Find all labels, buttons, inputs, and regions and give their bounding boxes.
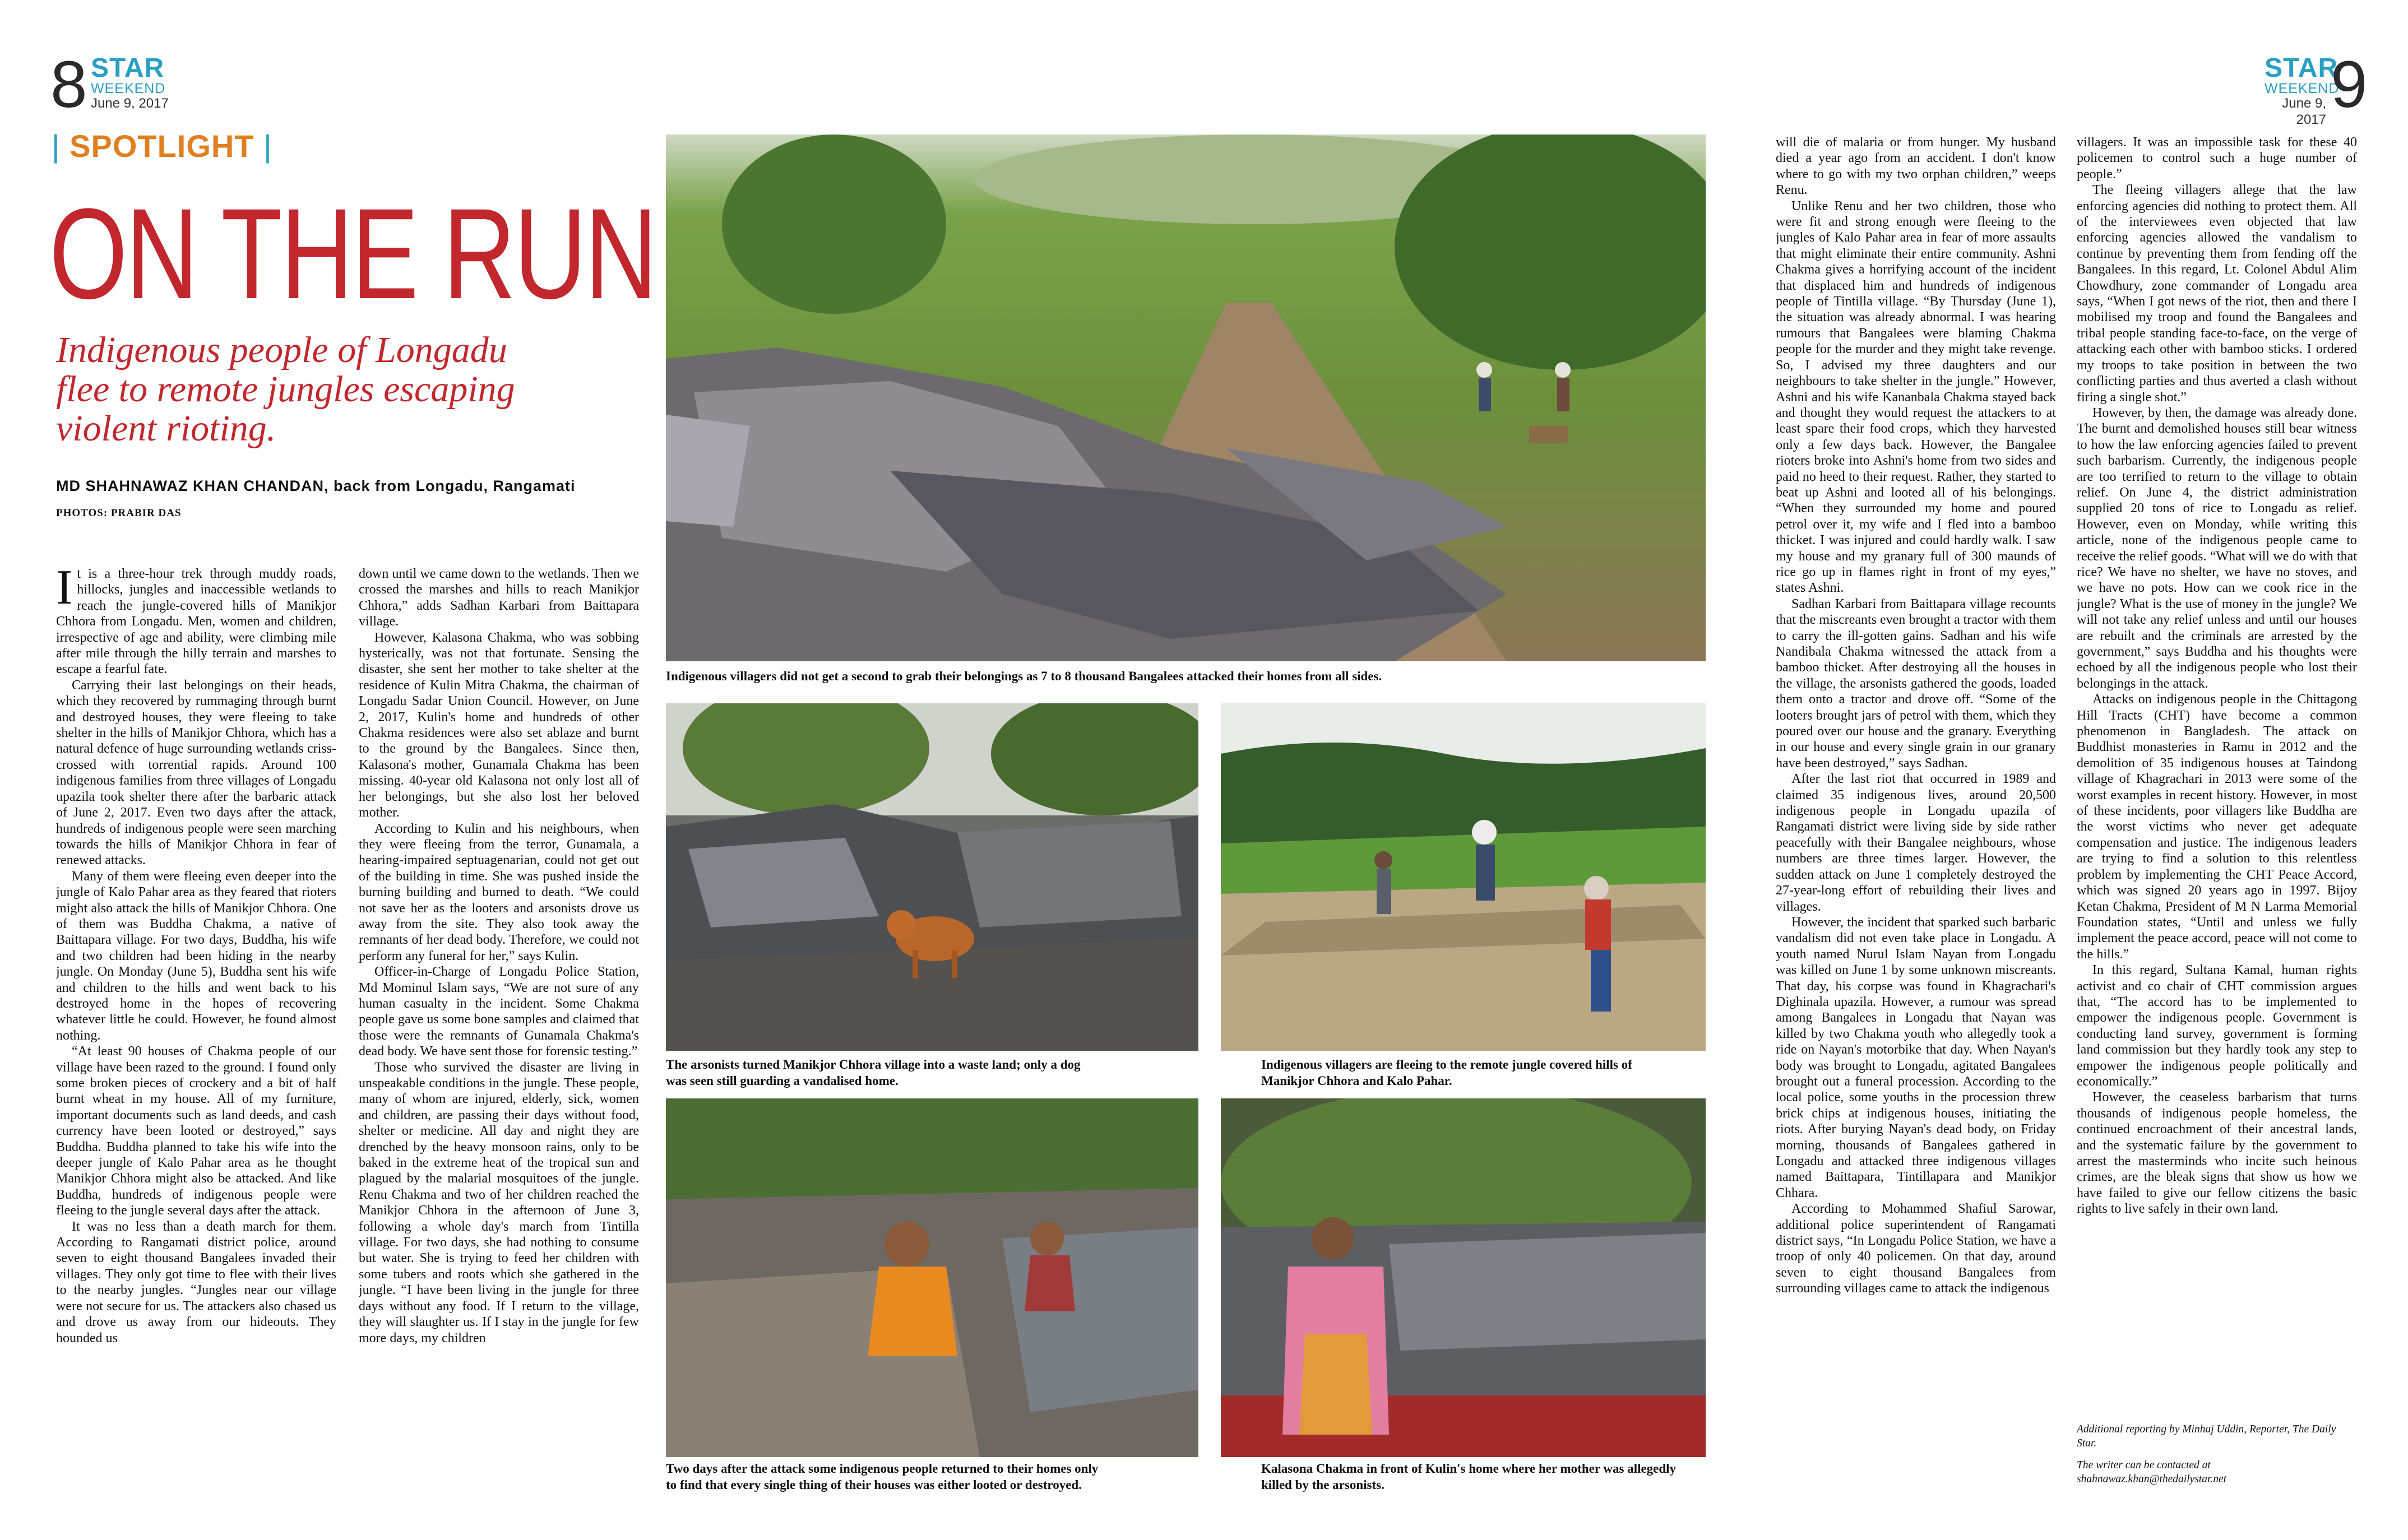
byline: MD SHAHNAWAZ KHAN CHANDAN, back from Longadu, Rangamati	[56, 477, 576, 494]
photo-caption-fleeing	[1261, 1056, 1710, 1089]
photo-caption-main: Indigenous villagers did not get a second to grab their belongings as 7 to 8 thousand Bangalees attacked their homes from all sides.	[666, 669, 1382, 683]
photo-returned-villagers-image	[666, 1098, 1198, 1457]
paragraph: Those who survived the disaster are living in unspeakable conditions in the jungle. These people, many of whom are injured, elderly, sick, women and children, are passing their days without food, shelter or medicine. All day and night they are drenched by the heavy monsoon rains, only to be baked in the extreme heat of the tropical sun and plagued by the malarial mosquitoes of the jungle. Renu Chakma and two of her children reached the Manikjor Chhora in the afternoon of June 3, following a whole day's march from Tintilla village. For two days, she had nothing to consume but water. She is trying to feed her children with some tubers and roots which she gathered in the jungle. “I have been living in the jungle for three days without any food. If I return to the village, they will slaughter us. If I stay in the jungle for few more days, my children	[359, 1060, 639, 1346]
drop-cap: I	[56, 566, 73, 615]
photo-returned-villagers	[666, 1098, 1198, 1457]
paragraph: will die of malaria or from hunger. My husband died a year ago from an accident. I don't know where to go with my two orphan children,” weeps Renu.	[1776, 135, 2056, 198]
paragraph: In this regard, Sultana Kamal, human rights activist and co chair of CHT commission argues that, “The accord has to be implemented to empower the indigenous people. Government is conducting land survey, government is forming land commission but they hardly took any step to empower the indigenous people politically and economically.”	[2077, 963, 2357, 1089]
paragraph: The fleeing villagers allege that the law enforcing agencies did nothing to protect them. All of the interviewees even objected that law enforcing agencies allowed the vandalism to continue by preventing them from fending off the Bangalees. In this regard, Lt. Colonel Abdul Alim Chowdhury, zone commander of Longadu area says, “When I got news of the riot, then and there I mobilised my troop and found the Bangalees and tribal people standing face-to-face, on the verge of attacking each other with bamboo sticks. I ordered my troops to take position in between the two conflicting parties and thus averted a clash without firing a single shot.”	[2077, 183, 2357, 405]
article-column-1	[56, 566, 336, 1491]
paragraph: It is a three-hour trek through muddy roads, hillocks, jungles and inaccessible wetlands to reach the jungle-covered hills of Manikjor Chhora from Longadu. Men, women and children, irrespective of age and ability, were climbing mile after mile through the hilly terrain and marshes to escape a fearful fate.	[56, 566, 336, 677]
paragraph: Unlike Renu and her two children, those who were fit and strong enough were fleeing to the jungles of Kalo Pahar area in fear of more assaults that might eliminate their entire community. Ashni Chakma gives a horrifying account of the incident that displaced him and hundreds of indigenous people of Tintilla village. “By Thursday (June 1), the situation was already abnormal. I was hearing rumours that Bangalees were blaming Chakma people for the murder and they might take revenge. So, I advised my three daughters and our neighbours to take shelter in the jungle.” However, Ashni and his wife Kananbala Chakma stayed back and thought they would request the attackers to at least spare their food crops, which they harvested only a few days back. However, the Bangalee rioters broke into Ashni's home from two sides and paid no heed to their request. Rather, they started to beat up Ashni and looted all of his belongings. “When they surrounded my home and poured petrol over it, my wife and I fled into a bamboo thicket. I was injured and could hardly walk. I saw my house and my granary full of 300 maunds of rice go up in flames right in front of my eyes,” states Ashni.	[1776, 198, 2056, 596]
deck	[56, 331, 645, 448]
caption-line: Kalasona Chakma in front of Kulin's home where her mother was allegedly	[1261, 1462, 1677, 1476]
deck-line: violent rioting.	[56, 408, 276, 449]
photo-fleeing-villagers-image	[1221, 703, 1706, 1051]
page-number-left: 8	[50, 48, 87, 122]
masthead-date: June 9, 2017	[91, 96, 169, 111]
page-number-right: 9	[2331, 48, 2368, 122]
photo-destroyed-village	[666, 134, 1706, 661]
paragraph: Many of them were fleeing even deeper into the jungle of Kalo Pahar area as they feared that rioters might also attack the hills of Manikjor Chhora. One of them was Buddha Chakma, a native of Baittapara village. For two days, Buddha, his wife and two children had been hiding in the nearby jungle. On Monday (June 5), Buddha sent his wife and children to the hills and went back to his destroyed home in the hopes of recovering whatever little he could. However, he found almost nothing.	[56, 869, 336, 1043]
photo-dog	[666, 703, 1198, 1051]
page-title: ON THE RUN	[49, 182, 656, 326]
paragraph: However, by then, the damage was already done. The burnt and demolished houses still bear witness to how the law enforcing agencies failed to prevent such barbarism. Currently, the indigenous people are too terrified to return to the village to obtain relief. On June 4, the district administration supplied 20 tons of rice to Longadu as relief. However, even on Monday, while writing this article, none of the indigenous people came to receive the relief goods. “What will we do with that rice? We have no shelter, we have no stoves, and we have no pots. How can we cook rice in the jungle? What is the use of money in the jungle? We will not take any relief unless and until our houses are rebuilt and the criminals are arrested by the government,” says Buddha and his thoughts were echoed by all the indigenous people who lost their belongings in the attack.	[2077, 405, 2357, 691]
deck-line: flee to remote jungles escaping	[56, 369, 515, 410]
section-label: | SPOTLIGHT |	[52, 128, 272, 164]
photo-kalasona	[1221, 1098, 1706, 1457]
paragraph: However, the ceaseless barbarism that turns thousands of indigenous people homeless, the continued encroachment of their ancestral lands, and the systematic failure by the government to arrest the masterminds who incite such heinous crimes, are the bleak signs that show us how we have failed to give our fellow citizens the basic rights to live safely in their own land.	[2077, 1090, 2357, 1217]
photo-fleeing-villagers	[1221, 703, 1706, 1051]
photo-caption-kalasona	[1261, 1460, 1710, 1493]
caption-line: killed by the arsonists.	[1261, 1478, 1384, 1492]
caption-line: to find that every single thing of their houses was either looted or destroyed.	[666, 1478, 1082, 1492]
deck-line: Indigenous people of Longadu	[56, 330, 507, 370]
masthead-star-label: STAR	[91, 53, 165, 83]
paragraph: “At least 90 houses of Chakma people of our village have been razed to the ground. I found only some broken pieces of crockery and a bit of half burnt wheat in my house. All of my furniture, important documents such as land deeds, and cash currency have been looted or destroyed,” says Buddha. Buddha planned to take his wife into the deeper jungle of Kalo Pahar area as he thought Manikjor Chhora might also be attacked. And like Buddha, hundreds of indigenous people were fleeing to the jungle several days after the attack.	[56, 1044, 336, 1218]
paragraph: villagers. It was an impossible task for these 40 policemen to control such a huge number of people.”	[2077, 135, 2357, 182]
photo-kalasona-image	[1221, 1098, 1706, 1457]
masthead-star-label: STAR	[2265, 53, 2338, 83]
photo-dog-image	[666, 703, 1198, 1051]
masthead-weekend-label: WEEKEND	[2265, 81, 2340, 96]
contact-line: The writer can be contacted at	[2077, 1459, 2211, 1471]
additional-reporting: Additional reporting by Minhaj Uddin, Reporter, The Daily Star.	[2077, 1423, 2336, 1449]
paragraph: After the last riot that occurred in 1989 and claimed 35 indigenous lives, around 20,500 indigenous people in Longadu upazila of Rangamati district were living side by side rather peacefully with their Bangalee neighbours, whose numbers are three times larger. However, the sudden attack on June 1 completely destroyed the 27-year-long effort of rebuilding their lives and villages.	[1776, 772, 2056, 914]
paragraph: According to Kulin and his neighbours, when they were fleeing from the terror, Gunamala, a hearing-impaired septuagenarian, could not get out of the building in time. She was pushed inside the burning building and burned to death. “We could not save her as the looters and arsonists drove us away from the site. They also took away the remnants of her dead body. Therefore, we could not perform any funeral for her,” says Kulin.	[359, 821, 639, 963]
paragraph: However, Kalasona Chakma, who was sobbing hysterically, was not that fortunate. Sensing the disaster, she sent her mother to take shelter at the residence of Kulin Mitra Chakma, the chairman of Longadu Sadar Union Council. However, on June 2, 2017, Kulin's home and hundreds of other Chakma residences were also set ablaze and burnt to the ground by the Bangalees. Since then, Kalasona's mother, Gunamala Chakma has been missing. 40-year old Kalasona not only lost all of her belongings, but she also lost her beloved mother.	[359, 630, 639, 820]
paragraph: Attacks on indigenous people in the Chittagong Hill Tracts (CHT) have become a common phenomenon in Bangladesh. The attack on Buddhist monasteries in Ramu in 2012 and the demolition of 35 indigenous houses at Taindong village of Khagrachari in 2013 were some of the worst examples in recent history. However, in most of these incidents, poor villagers like Buddha are the worst victims who never get adequate compensation and justice. The indigenous leaders are trying to find a solution to this relentless problem by implementing the CHT Peace Accord, which was signed 20 years ago in 1997. Bijoy Ketan Chakma, President of M N Larma Memorial Foundation states, “Until and unless we fully implement the peace accord, peace will not come to the hills.”	[2077, 692, 2357, 962]
masthead-weekend-label: WEEKEND	[91, 81, 166, 96]
masthead-left	[91, 55, 169, 112]
paragraph: down until we came down to the wetlands. Then we crossed the marshes and hills to reach Manikjor Chhora,” adds Sadhan Karbari from Baittapara village.	[359, 567, 639, 629]
article-column-2	[359, 566, 639, 1491]
paragraph: According to Mohammed Shafiul Sarowar, additional police superintendent of Rangamati district says, “In Longadu Police Station, we have a troop of only 40 policemen. On that day, around seven to eight thousand Bangalees from surrounding villages came to attack the indigenous	[1776, 1202, 2056, 1296]
caption-line: Indigenous villagers are fleeing to the remote jungle covered hills of	[1261, 1057, 1632, 1071]
caption-line: The arsonists turned Manikjor Chhora village into a waste land; only a dog	[666, 1057, 1081, 1071]
masthead-right	[2265, 53, 2340, 128]
photo-caption-returned	[666, 1460, 1204, 1493]
section-label-text: SPOTLIGHT	[70, 128, 254, 164]
caption-line: Manikjor Chhora and Kalo Pahar.	[1261, 1074, 1452, 1088]
paragraph: However, the incident that sparked such barbaric vandalism did not even take place in Longadu. A youth named Nurul Islam Nayan from Longadu was killed on June 1 by some unknown miscreants. That day, his corpse was found in Khagrachari's Dighinala upazila. However, a rumour was spread among Bangalees in Longadu that Nayan was killed by two Chakma youth who allegedly took a ride on Nayan's motorbike that day. When Nayan's body was brought to Longadu, agitated Bangalees brought out a funeral procession. According to the local police, some youths in the procession threw brick chips at indigenous houses, initiating the riots. After burying Nayan's dead body, on Friday morning, thousands of Bangalees gathered in Longadu and attacked three indigenous villages named Baittapara, Tintillapara and Manikjor Chhara.	[1776, 915, 2056, 1200]
paragraph: Officer-in-Charge of Longadu Police Station, Md Mominul Islam says, “We are not sure of any human casualty in the incident. Some Chakma people gave us some bone samples and claimed that those were the remnants of Gunamala Chakma's dead body. We have sent those for forensic testing.”	[359, 964, 639, 1059]
photo-caption-dog	[666, 1056, 1204, 1089]
photo-destroyed-village-image	[666, 134, 1706, 661]
masthead-date: June 9, 2017	[2282, 96, 2326, 127]
caption-line: was seen still guarding a vandalised home.	[666, 1074, 899, 1088]
paragraph: Carrying their last belongings on their heads, which they recovered by rummaging through burnt and destroyed houses, they were fleeing to take shelter in the hills of Manikjor Chhora, which has a natural defence of huge surrounding wetlands criss-crossed with torrential rapids. Around 100 indigenous families from three villages of Longadu upazila took shelter there after the barbaric attack of June 2, 2017. Even two days after the attack, hundreds of indigenous people were seen marching towards the hills of Manikjor Chhora in fear of renewed attacks.	[56, 678, 336, 868]
caption-line: Two days after the attack some indigenous people returned to their homes only	[666, 1462, 1099, 1476]
photo-credit: PHOTOS: PRABIR DAS	[56, 507, 182, 519]
writer-contact	[2077, 1458, 2357, 1486]
paragraph: It was no less than a death march for them. According to Rangamati district police, around seven to eight thousand Bangalees invaded their villages. They only got time to flee with their lives to the nearby jungles. “Jungles near our village were not secure for us. The attackers also chased us and drove us away from our hideouts. They hounded us	[56, 1219, 336, 1346]
paragraph: Sadhan Karbari from Baittapara village recounts that the miscreants even brought a tractor with them to carry the ill-gotten gains. Sadhan and his wife Nandibala Chakma witnessed the attack from a bamboo thicket. After destroying all the houses in the village, the arsonists gathered the goods, loaded them onto a tractor and drove off. “Some of the looters brought jars of petrol with them, which they poured over our house and the granary. Everything in our house and every single grain in our granary have been destroyed,” says Sadhan.	[1776, 596, 2056, 771]
article-column-4	[2077, 134, 2357, 1395]
contact-email[interactable]: shahnawaz.khan@thedailystar.net	[2077, 1473, 2227, 1485]
article-column-3	[1776, 134, 2056, 1496]
